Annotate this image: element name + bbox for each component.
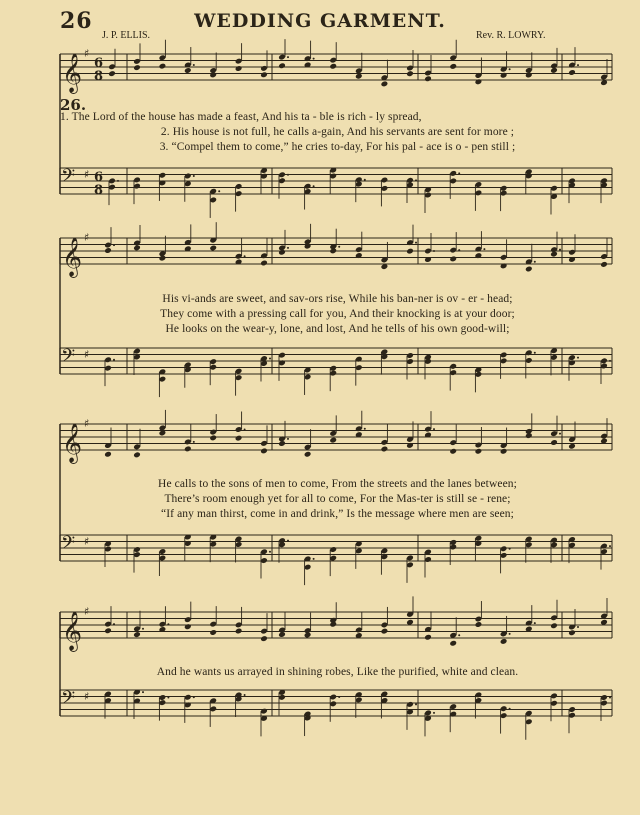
note-head bbox=[108, 70, 116, 77]
dot bbox=[287, 247, 289, 249]
note-head bbox=[235, 65, 243, 72]
note-head bbox=[133, 451, 141, 458]
dot bbox=[244, 255, 246, 257]
note-head bbox=[278, 440, 286, 447]
dot bbox=[577, 357, 579, 359]
note-head bbox=[568, 69, 576, 76]
dot bbox=[534, 622, 536, 624]
key-signature-sharp-icon: ♯ bbox=[84, 605, 90, 618]
dot bbox=[415, 179, 417, 181]
key-signature-sharp-icon: ♯ bbox=[84, 168, 90, 181]
note-head bbox=[104, 247, 112, 254]
verse-line: And he wants us arrayed in shining robes, Like the purified, white and clean. bbox=[156, 666, 519, 678]
dot bbox=[415, 703, 417, 705]
note-head bbox=[209, 71, 217, 78]
lyricist-credit: Rev. R. LOWRY. bbox=[476, 30, 546, 41]
note-head bbox=[260, 448, 268, 455]
note-head bbox=[600, 261, 608, 268]
note-head bbox=[449, 640, 457, 647]
note-head bbox=[184, 623, 192, 630]
note-head bbox=[133, 64, 141, 71]
page-number: 26 bbox=[60, 8, 93, 34]
note-head bbox=[406, 442, 414, 449]
dot bbox=[313, 58, 315, 60]
key-signature-sharp-icon: ♯ bbox=[84, 535, 90, 548]
dot bbox=[415, 242, 417, 244]
dot bbox=[577, 626, 579, 628]
dot bbox=[142, 691, 144, 693]
dot bbox=[559, 433, 561, 435]
verse-line: 1. The Lord of the house has made a feast, And his ta - ble is rich - ly spread, bbox=[60, 111, 422, 123]
treble-clef-icon: 𝄞 bbox=[62, 237, 83, 277]
time-signature-bottom: 8 bbox=[94, 69, 104, 84]
treble-clef-icon: 𝄞 bbox=[62, 611, 83, 651]
verse-line: He calls to the sons of men to come, From the streets and the lanes between; bbox=[158, 478, 517, 490]
note-head bbox=[475, 621, 483, 628]
note-head bbox=[568, 629, 576, 636]
note-head bbox=[260, 635, 268, 642]
verse-line: There’s room enough yet for all to come, For the Mas-ter is still se - rene; bbox=[164, 493, 511, 505]
composer-credit: J. P. ELLIS. bbox=[102, 30, 151, 41]
verse-line: His vi-ands are sweet, and sav-ors rise, While his ban-ner is ov - er - head; bbox=[162, 293, 513, 305]
dot bbox=[609, 360, 611, 362]
note-head bbox=[104, 627, 112, 634]
dot bbox=[609, 545, 611, 547]
dot bbox=[577, 64, 579, 66]
verse-line: “If any man thirst, come in and drink,” Is the message where men are seen; bbox=[161, 508, 514, 520]
bass-clef-icon: 𝄢 bbox=[61, 166, 76, 191]
key-signature-sharp-icon: ♯ bbox=[84, 417, 90, 430]
bass-clef-icon: 𝄢 bbox=[61, 688, 76, 713]
dot bbox=[193, 175, 195, 177]
note-head bbox=[550, 439, 558, 446]
dot bbox=[509, 68, 511, 70]
note-head bbox=[475, 78, 483, 85]
note-head bbox=[406, 70, 414, 77]
verse-line: They come with a pressing call for you, And their knocking is at your door; bbox=[160, 308, 515, 320]
note-head bbox=[278, 62, 286, 69]
hymn-number: 26. bbox=[60, 96, 87, 114]
dot bbox=[433, 712, 435, 714]
dot bbox=[364, 428, 366, 430]
dot bbox=[287, 540, 289, 542]
dot bbox=[338, 246, 340, 248]
dot bbox=[509, 548, 511, 550]
dot bbox=[113, 244, 115, 246]
note-head bbox=[133, 244, 141, 251]
dot bbox=[117, 180, 119, 182]
note-head bbox=[184, 67, 192, 74]
dot bbox=[244, 429, 246, 431]
dot bbox=[509, 633, 511, 635]
treble-clef-icon: 𝄞 bbox=[62, 423, 83, 463]
note-head bbox=[406, 248, 414, 255]
time-signature-top: 6 bbox=[94, 56, 104, 71]
note-head bbox=[209, 434, 217, 441]
note-head bbox=[304, 451, 312, 458]
time-signature-top: 6 bbox=[94, 170, 104, 185]
note-head bbox=[133, 631, 141, 638]
key-signature-sharp-icon: ♯ bbox=[84, 690, 90, 703]
note-head bbox=[449, 448, 457, 455]
note-head bbox=[525, 266, 533, 273]
note-head bbox=[550, 251, 558, 258]
note-head bbox=[209, 629, 217, 636]
dot bbox=[244, 694, 246, 696]
note-head bbox=[381, 81, 389, 88]
note-head bbox=[235, 628, 243, 635]
dot bbox=[167, 696, 169, 698]
key-signature-sharp-icon: ♯ bbox=[84, 47, 90, 60]
note-head bbox=[260, 71, 268, 78]
note-head bbox=[500, 263, 508, 270]
dot bbox=[364, 179, 366, 181]
dot bbox=[142, 628, 144, 630]
dot bbox=[113, 623, 115, 625]
note-head bbox=[550, 67, 558, 74]
dot bbox=[559, 249, 561, 251]
dot bbox=[458, 249, 460, 251]
note-head bbox=[475, 448, 483, 455]
note-head bbox=[449, 63, 457, 70]
note-head bbox=[104, 451, 112, 458]
dot bbox=[113, 359, 115, 361]
note-head bbox=[235, 435, 243, 442]
key-signature-sharp-icon: ♯ bbox=[84, 231, 90, 244]
dot bbox=[269, 551, 271, 553]
key-signature-sharp-icon: ♯ bbox=[84, 348, 90, 361]
hymn-title: WEDDING GARMENT. bbox=[194, 10, 446, 32]
note-head bbox=[278, 249, 286, 256]
dot bbox=[269, 358, 271, 360]
dot bbox=[458, 634, 460, 636]
bass-clef-icon: 𝄢 bbox=[61, 346, 76, 371]
bass-clef-icon: 𝄢 bbox=[61, 533, 76, 558]
note-head bbox=[424, 75, 432, 82]
note-head bbox=[304, 632, 312, 639]
note-head bbox=[500, 72, 508, 79]
note-head bbox=[525, 72, 533, 79]
note-head bbox=[449, 256, 457, 263]
note-head bbox=[500, 638, 508, 645]
dot bbox=[287, 438, 289, 440]
note-head bbox=[260, 260, 268, 267]
verse-line: 2. His house is not full, he calls a-gain, And his servants are sent for more ; bbox=[160, 126, 515, 138]
note-head bbox=[381, 446, 389, 453]
verse-line: 3. “Compel them to come,” he cries to-day, For his pal - ace is o - pen still ; bbox=[159, 141, 516, 153]
note-head bbox=[329, 63, 337, 70]
dot bbox=[433, 250, 435, 252]
note-head bbox=[209, 245, 217, 252]
dot bbox=[338, 696, 340, 698]
dot bbox=[458, 172, 460, 174]
dot bbox=[193, 64, 195, 66]
verse-line: He looks on the wear-y, lone, and lost, And he tells of his own good-will; bbox=[165, 323, 510, 335]
dot bbox=[534, 261, 536, 263]
time-signature-bottom: 8 bbox=[94, 183, 104, 198]
treble-clef-icon: 𝄞 bbox=[62, 53, 83, 93]
dot bbox=[218, 190, 220, 192]
dot bbox=[313, 185, 315, 187]
note-head bbox=[159, 63, 167, 70]
note-head bbox=[525, 432, 533, 439]
note-head bbox=[278, 631, 286, 638]
note-head bbox=[381, 628, 389, 635]
note-head bbox=[329, 437, 337, 444]
dot bbox=[313, 558, 315, 560]
dot bbox=[193, 441, 195, 443]
dot bbox=[167, 623, 169, 625]
dot bbox=[287, 56, 289, 58]
note-head bbox=[475, 252, 483, 259]
dot bbox=[509, 708, 511, 710]
dot bbox=[609, 696, 611, 698]
dot bbox=[193, 696, 195, 698]
note-head bbox=[304, 243, 312, 250]
note-head bbox=[329, 247, 337, 254]
note-head bbox=[424, 634, 432, 641]
dot bbox=[534, 352, 536, 354]
note-head bbox=[500, 448, 508, 455]
dot bbox=[483, 248, 485, 250]
dot bbox=[433, 428, 435, 430]
dot bbox=[287, 174, 289, 176]
note-head bbox=[184, 446, 192, 453]
note-head bbox=[159, 255, 167, 262]
note-head bbox=[550, 622, 558, 629]
